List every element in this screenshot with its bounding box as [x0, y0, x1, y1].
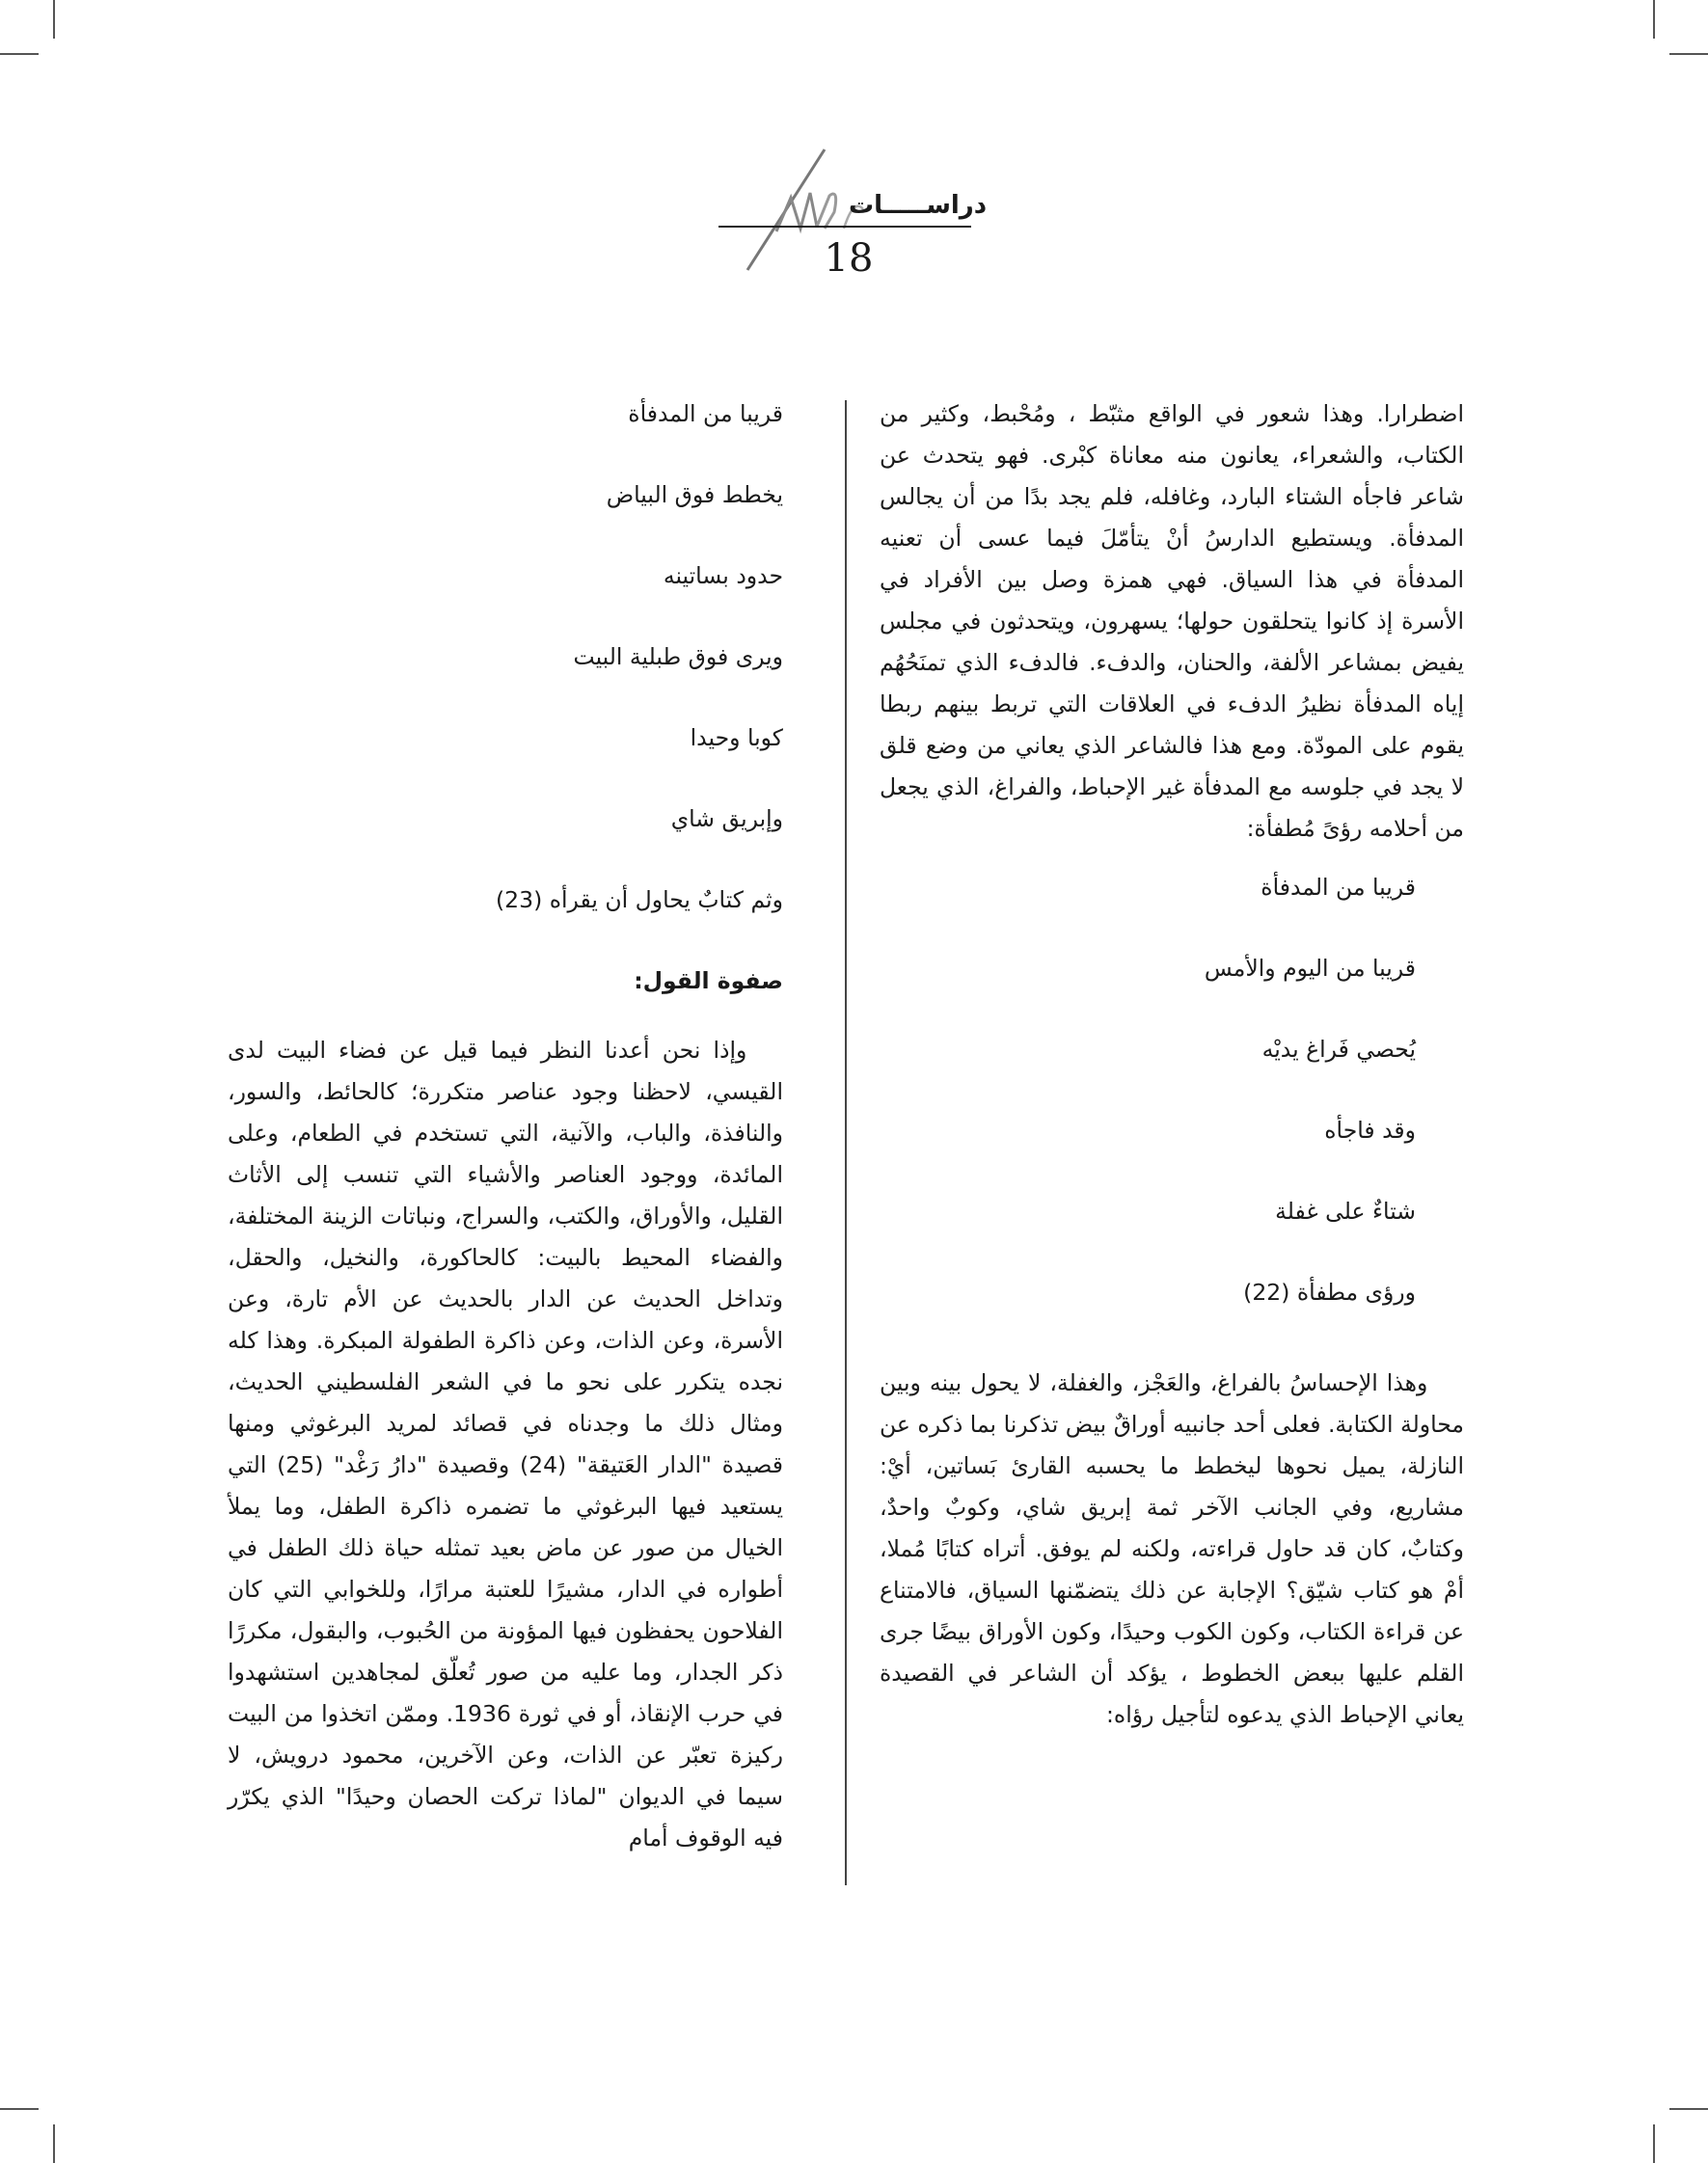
verse-line: قريبا من المدفأة [628, 400, 783, 427]
verse-line: وثم كتابٌ يحاول أن يقرأه (23) [495, 886, 783, 913]
verse-block [880, 867, 1464, 1353]
verse-line: يُحصي فَراغ يديْه [1261, 1036, 1416, 1063]
crop-mark [0, 53, 39, 55]
right-column [880, 393, 1464, 1736]
crop-mark [1653, 2124, 1655, 2163]
verse-line: وقد فاجأه [1324, 1117, 1416, 1144]
verse-line: قريبا من اليوم والأمس [1204, 955, 1416, 982]
crop-mark [1669, 53, 1708, 55]
crop-mark [53, 0, 55, 39]
body-paragraph: وإذا نحن أعدنا النظر فيما قيل عن فضاء البيت لدى القيسي، لاحظنا وجود عناصر متكررة؛ كالحائط، والسور، والنافذة، والباب، والآنية، التي تستخدم في الطعام، وعلى المائدة، ووجود العناصر والأشياء التي تنسب إلى الأثاث القليل، والأوراق، والكتب، والسراج، ونباتات الزينة المختلفة، والفضاء المحيط بالبيت: كالحاكورة، والنخيل، والحقل، وتداخل الحديث عن الدار بالحديث عن الأم تارة، وعن الأسرة، وعن الذات، وعن ذاكرة الطفولة المبكرة. وهذا كله نجده يتكرر على نحو ما في الشعر الفلسطيني الحديث، ومثال ذلك ما وجدناه في قصائد لمريد البرغوثي ومنها قصيدة "الدار العَتيقة" (24) وقصيدة "دارُ رَغْد" (25) التي يستعيد فيها البرغوثي ما تضمره ذاكرة الطفل، وما يملأ الخيال من صور عن ماض بعيد تمثله حياة ذلك الطفل في أطواره في الدار، مشيرًا للعتبة مرارًا، وللخوابي التي كان الفلاحون يحفظون فيها المؤونة من الحُبوب، والبقول، مكررًا ذكر الجدار، وما عليه من صور تُعلّق لمجاهدين استشهدوا في حرب الإنقاذ، أو في ثورة 1936. وممّن اتخذوا من البيت ركيزة تعبّر عن الذات، وعن الآخرين، محمود درويش، لا سيما في الديوان "لماذا تركت الحصان وحيدًا" الذي يكرّر فيه الوقوف أمام [228, 1037, 783, 1852]
verse-line: حدود بساتينه [663, 562, 783, 589]
header-rule [718, 226, 971, 228]
page-number: 18 [824, 236, 874, 281]
body-paragraph: اضطرارا. وهذا شعور في الواقع مثبّط ، ومُحْبط، وكثير من الكتاب، والشعراء، يعانون منه معاناة كبْرى. فهو يتحدث عن شاعر فاجأه الشتاء البارد، وغافله، فلم يجد بدًا من أن يجالس المدفأة. ويستطيع الدارسُ أنْ يتأمّلَ فيما عسى أن تعنيه المدفأة في هذا السياق. فهي همزة وصل بين الأفراد في الأسرة إذ كانوا يتحلقون حولها؛ يسهرون، ويتحدثون في مجلس يفيض بمشاعر الألفة، والحنان، والدفء. فالدفء الذي تمنَحُهُم إياه المدفأة نظيرُ الدفء في العلاقات التي تربط بينهم ربطا يقوم على المودّة. ومع هذا فالشاعر الذي يعاني من وضع قلق لا يجد في جلوسه مع المدفأة غير الإحباط، والفراغ، الذي يجعل من أحلامه رؤىً مُطفأة: [880, 400, 1464, 842]
section-heading: صفوة القول: [634, 967, 783, 994]
verse-line: قريبا من المدفأة [1261, 874, 1416, 901]
section-label: دراســـــات [849, 191, 988, 220]
crop-mark [1669, 2108, 1708, 2110]
left-column [228, 393, 783, 1859]
verse-line: ويرى فوق طبلية البيت [573, 643, 783, 670]
verse-line: كوبا وحيدا [690, 724, 783, 751]
verse-line: ورؤى مطفأة (22) [1243, 1279, 1416, 1306]
verse-line: يخطط فوق البياض [606, 481, 783, 508]
crop-mark [53, 2124, 55, 2163]
body-paragraph: وهذا الإحساسُ بالفراغ، والعَجْز، والغفلة، لا يحول بينه وبين محاولة الكتابة. فعلى أحد جانبيه أوراقٌ بيض تذكرنا بما ذكره عن النازلة، يميل نحوها ليخطط ما يحسبه القارئ بَساتين، أيْ: مشاريع، وفي الجانب الآخر ثمة إبريق شاي، وكوبٌ واحدٌ، وكتابٌ، كان قد حاول قراءته، ولكنه لم يوفق. أتراه كتابًا مُملا، أمْ هو كتاب شيّق؟ الإجابة عن ذلك يتضمّنها السياق، فالامتناع عن قراءة الكتاب، وكون الكوب وحيدًا، وكون الأوراق بيضًا جرى القلم عليها ببعض الخطوط ، يؤكد أن الشاعر في القصيدة يعاني الإحباط الذي يدعوه لتأجيل رؤاه: [880, 1369, 1464, 1728]
column-divider [845, 400, 847, 1885]
crop-mark [1653, 0, 1655, 39]
verse-line: وإبريق شاي [670, 805, 783, 832]
crop-mark [0, 2108, 39, 2110]
verse-line: شتاءٌ على غفلة [1275, 1198, 1416, 1225]
